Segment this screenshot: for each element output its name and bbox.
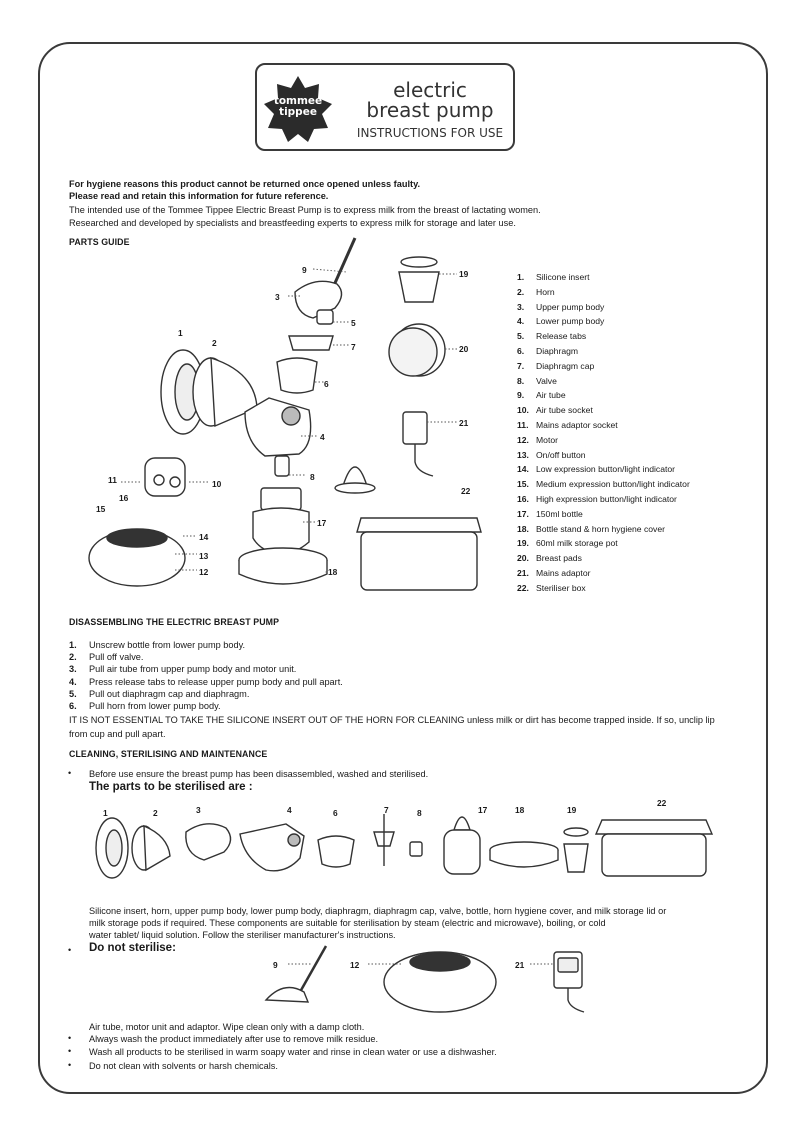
sterilised-text-line3: water tablet/ liquid solution. Follow the steriliser manufacturer's instructions.	[89, 930, 396, 940]
list-item: 5. Pull out diaphragm cap and diaphragm.	[69, 688, 250, 699]
callout-13: 13	[199, 551, 209, 561]
brand-logo	[262, 74, 334, 146]
cleaning-bullet-solvents: Do not clean with solvents or harsh chemicals.	[89, 1061, 278, 1071]
list-item: 21. Mains adaptor	[517, 567, 591, 578]
list-item: 6. Pull horn from lower pump body.	[69, 701, 221, 712]
sterilise-label-22: 22	[657, 798, 667, 808]
list-item: 11. Mains adaptor socket	[517, 419, 618, 430]
bullet-dot: •	[68, 945, 72, 955]
list-item: 20. Breast pads	[517, 553, 582, 564]
sterilise-label-7: 7	[384, 805, 389, 815]
sterilised-text-line1: Silicone insert, horn, upper pump body, lower pump body, diaphragm, diaphragm cap, valve, bottle, horn hygiene cover, and milk storage lid or	[89, 906, 667, 916]
callout-7: 7	[351, 342, 356, 352]
callout-22: 22	[461, 486, 471, 496]
sterilised-text-line2: milk storage pods if required. These components are suitable for sterilisation by steam (electric and microwave), boiling, or cold	[89, 918, 606, 928]
callout-8: 8	[310, 472, 315, 482]
cleaning-bullet-always: Always wash the product immediately after use to remove milk residue.	[89, 1034, 379, 1044]
sterilise-label-6: 6	[333, 808, 338, 818]
title-line1: electric	[393, 78, 467, 102]
list-item: 15. Medium expression button/light indicator	[517, 479, 690, 490]
intro-line3: The intended use of the Tommee Tippee Electric Breast Pump is to express milk from the breast of lactating women.	[69, 205, 541, 215]
list-item: 12. Motor	[517, 434, 558, 445]
list-item: 3. Upper pump body	[517, 301, 605, 312]
list-item: 22. Steriliser box	[517, 582, 586, 593]
logo-text-line1: tommee	[273, 95, 323, 107]
do-not-sterilise-illustration	[260, 940, 600, 1018]
do-not-label-9: 9	[273, 960, 278, 970]
disassembly-note-line1: IT IS NOT ESSENTIAL TO TAKE THE SILICONE INSERT OUT OF THE HORN FOR CLEANING unless milk or dirt has become trapped inside. If so, unclip lip	[69, 715, 715, 725]
parts-list	[517, 271, 777, 597]
lower-pump-body-part	[245, 398, 311, 456]
steriliser-box-part	[361, 532, 477, 590]
subtitle: INSTRUCTIONS FOR USE	[356, 126, 504, 140]
callout-11: 11	[108, 475, 117, 485]
do-not-label-12: 12	[350, 960, 360, 970]
disassembly-steps	[69, 639, 343, 712]
steriliser-lid-part	[357, 518, 481, 532]
callout-16: 16	[119, 493, 129, 503]
list-item: 6. Diaphragm	[517, 345, 579, 356]
list-item: 4. Lower pump body	[517, 316, 605, 327]
callout-10: 10	[212, 479, 222, 489]
intro-line2: Please read and retain this information for future reference.	[69, 191, 329, 201]
list-item: 3. Pull air tube from upper pump body and motor unit.	[69, 664, 297, 675]
list-item: 4. Press release tabs to release upper pump body and pull apart.	[69, 676, 343, 687]
bullet-dot: •	[68, 1033, 72, 1043]
callout-5: 5	[351, 318, 356, 328]
intro-line1: For hygiene reasons this product cannot be returned once opened unless faulty.	[69, 179, 421, 189]
callout-21: 21	[459, 418, 469, 428]
logo-text-line2: tippee	[279, 106, 317, 118]
cleaning-heading: CLEANING, STERILISING AND MAINTENANCE	[69, 749, 268, 759]
sterilise-label-1: 1	[103, 808, 108, 818]
list-item: 2. Horn	[517, 286, 555, 297]
sterilise-label-17: 17	[478, 805, 488, 815]
list-item: 5. Release tabs	[517, 331, 587, 342]
bottle-part	[261, 488, 301, 510]
list-item: 10. Air tube socket	[517, 405, 593, 416]
list-item: 13. On/off button	[517, 449, 586, 460]
release-tab-part	[317, 310, 333, 324]
list-item: 8. Valve	[517, 375, 557, 386]
callout-6: 6	[324, 379, 329, 389]
storage-pot-part	[399, 272, 439, 302]
callout-2: 2	[212, 338, 217, 348]
sterilise-label-8: 8	[417, 808, 422, 818]
list-item: 19. 60ml milk storage pot	[517, 538, 618, 549]
bullet-dot: •	[68, 1060, 72, 1070]
intro-line4: Researched and developed by specialists and breastfeeding experts to express milk for storage and later use.	[69, 218, 516, 228]
title-line2: breast pump	[366, 98, 494, 122]
do-not-sterilise-text: Air tube, motor unit and adaptor. Wipe clean only with a damp cloth.	[89, 1022, 365, 1032]
list-item: 1. Silicone insert	[517, 272, 590, 282]
list-item: 2. Pull off valve.	[69, 652, 144, 663]
callout-3: 3	[275, 292, 280, 302]
list-item: 9. Air tube	[517, 390, 566, 401]
sterilise-label-18: 18	[515, 805, 525, 815]
callout-14: 14	[199, 532, 209, 542]
bullet-dot: •	[68, 768, 72, 778]
callout-4: 4	[320, 432, 325, 442]
storage-pot-lid-part	[401, 257, 437, 267]
mains-adaptor-part	[403, 412, 427, 444]
cleaning-bullet-1: Before use ensure the breast pump has been disassembled, washed and sterilised.	[89, 769, 429, 779]
bullet-dot: •	[68, 1046, 72, 1056]
callout-20: 20	[459, 344, 469, 354]
callout-1: 1	[178, 328, 183, 338]
sterilise-label-3: 3	[196, 805, 201, 815]
callout-12: 12	[199, 567, 209, 577]
list-item: 17. 150ml bottle	[517, 508, 583, 519]
cleaning-bullet-wash: Wash all products to be sterilised in warm soapy water and rinse in clean water or use a dishwasher.	[89, 1047, 497, 1057]
diaphragm-part	[277, 358, 317, 393]
callout-15: 15	[96, 504, 106, 514]
valve-part	[275, 456, 289, 476]
list-item: 16. High expression button/light indicator	[517, 493, 677, 504]
callout-9: 9	[302, 265, 307, 275]
parts-guide-heading: PARTS GUIDE	[69, 237, 130, 247]
callout-17: 17	[317, 518, 327, 528]
list-item: 14. Low expression button/light indicator	[517, 464, 676, 475]
sterilise-label-19: 19	[567, 805, 577, 815]
diaphragm-cap-part	[289, 336, 333, 350]
sterilise-label-2: 2	[153, 808, 158, 818]
callout-19: 19	[459, 269, 469, 279]
do-not-sterilise-heading: Do not sterilise:	[89, 942, 176, 954]
sterilisable-parts-illustration	[90, 800, 730, 880]
callout-18: 18	[328, 567, 338, 577]
sterilised-parts-heading: The parts to be sterilised are :	[89, 781, 253, 793]
list-item: 1. Unscrew bottle from lower pump body.	[69, 640, 246, 650]
disassembling-heading: DISASSEMBLING THE ELECTRIC BREAST PUMP	[69, 617, 280, 627]
list-item: 18. Bottle stand & horn hygiene cover	[517, 523, 665, 534]
parts-exploded-diagram	[85, 232, 505, 602]
do-not-label-21: 21	[515, 960, 525, 970]
list-item: 7. Diaphragm cap	[517, 360, 595, 371]
socket-inset-part	[145, 458, 185, 496]
sterilise-label-4: 4	[287, 805, 292, 815]
disassembly-note-line2: from cup and pull apart.	[69, 729, 166, 739]
